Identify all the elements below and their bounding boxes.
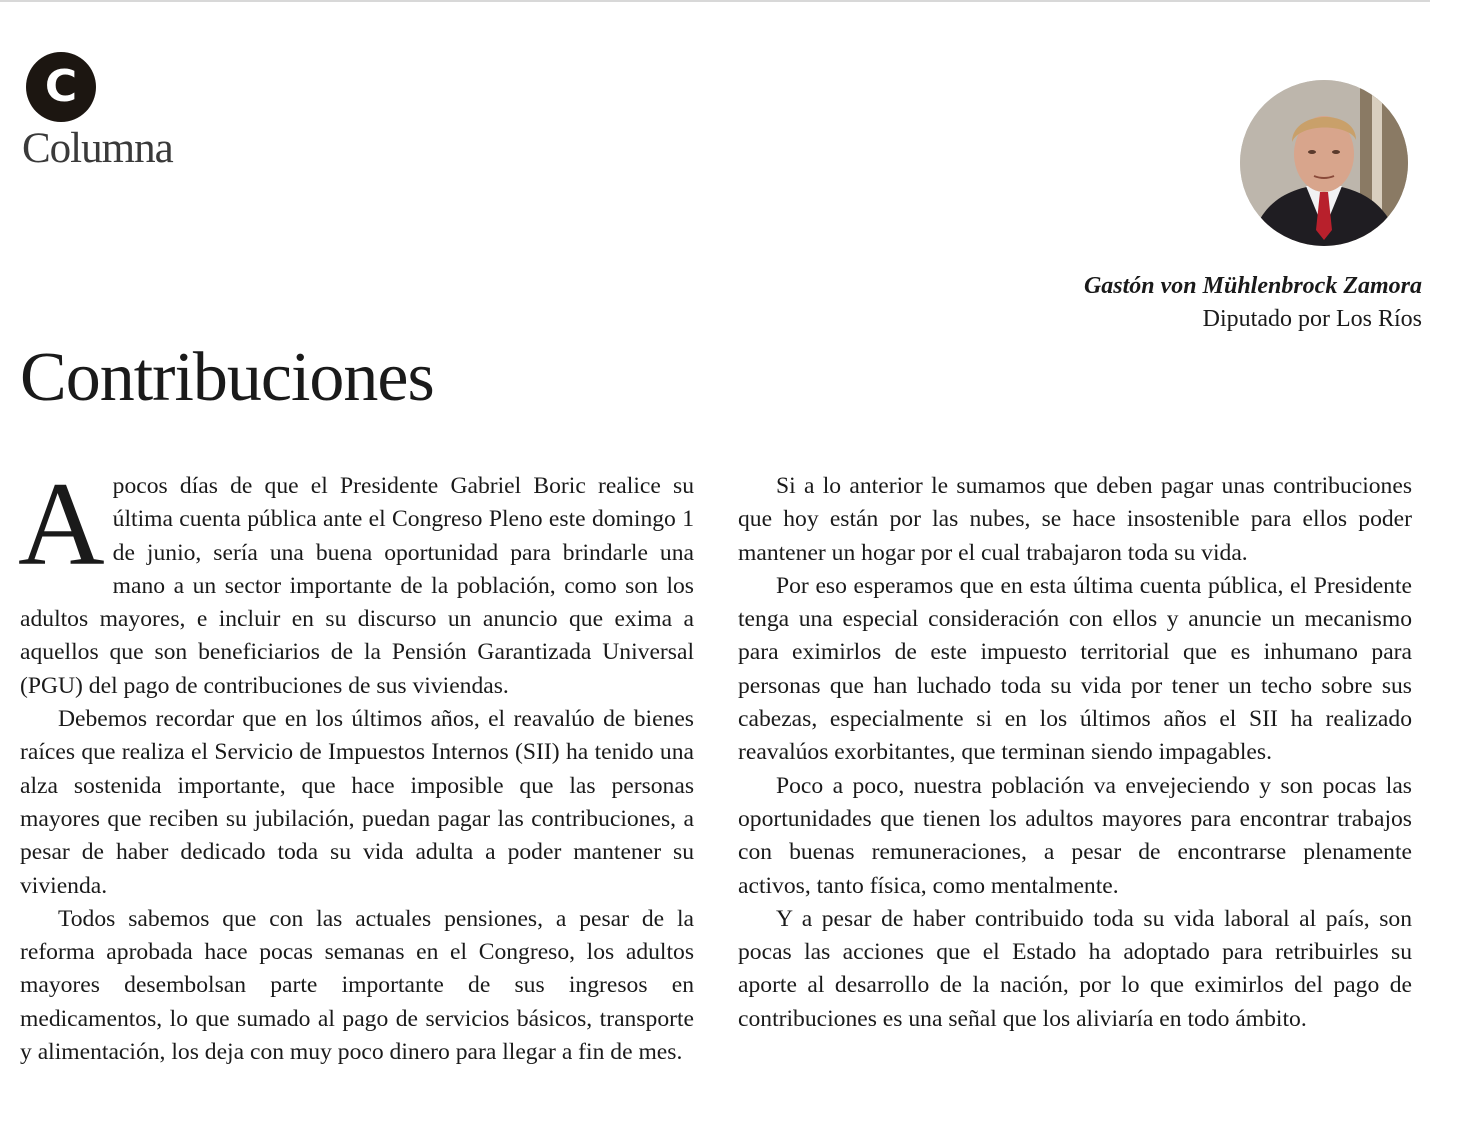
paragraph: Debemos recordar que en los últimos años, el reavalúo de bienes raíces que realiza el Servicio de Impuestos Internos (SII) ha tenido una alza sostenida importante, que hace imposible que las personas mayores que reciben su jubilación, puedan pagar las contribuciones, a pesar de haber dedicado toda su vida adulta a poder mantener su vivienda.	[20, 706, 694, 899]
paragraph: Si a lo anterior le sumamos que deben pagar unas contribuciones que hoy están por las nubes, se hace insostenible para ellos poder mantener un hogar por el cual trabajaron toda su vida.	[738, 473, 1412, 566]
author-role: Diputado por Los Ríos	[1202, 306, 1422, 332]
paragraph: Poco a poco, nuestra población va envejeciendo y son pocas las oportunidades que tienen los adultos mayores para encontrar trabajos con buenas remuneraciones, a pesar de encontrarse plenamente activos, tanto física, como mentalmente.	[738, 772, 1412, 899]
drop-cap: A	[18, 457, 105, 590]
paragraph	[18, 457, 694, 703]
article-title: Contribuciones	[20, 339, 434, 416]
top-rule	[0, 0, 1430, 2]
paragraph: Todos sabemos que con las actuales pensiones, a pesar de la reforma aprobada hace pocas semanas en el Congreso, los adultos mayores desembolsan parte importante de sus ingresos en medicamentos, lo que sumado al pago de servicios básicos, transporte y alimentación, los deja con muy poco dinero para llegar a fin de mes.	[20, 905, 694, 1066]
author-name: Gastón von Mühlenbrock Zamora	[1083, 273, 1422, 299]
article-column-left	[18, 457, 694, 1069]
section-label: Columna	[22, 125, 173, 172]
column-logo: C	[26, 52, 96, 122]
article-column-right	[738, 470, 1412, 1036]
paragraph-text: pocos días de que el Presidente Gabriel Boric realice su última cuenta pública ante el Congreso Pleno este domingo 1 de junio, sería una buena oportunidad para brindarle una mano a un sector importante de la población, como son los adultos mayores, e incluir en su discurso un anuncio que exima a aquellos que son beneficiarios de la Pensión Garantizada Universal (PGU) del pago de contribuciones de sus viviendas.	[20, 473, 694, 699]
paragraph: Y a pesar de haber contribuido toda su vida laboral al país, son pocas las acciones que el Estado ha adoptado para retribuirles su aporte al desarrollo de la nación, por lo que eximirlos del pago de contribuciones es una señal que los aliviaría en todo ámbito.	[738, 905, 1412, 1032]
paragraph: Por eso esperamos que en esta última cuenta pública, el Presidente tenga una especial consideración con ellos y anuncie un mecanismo para eximirlos de este impuesto territorial que es inhumano para personas que han luchado toda su vida por tener un techo sobre sus cabezas, especialmente si en los últimos años el SII ha realizado reavalúos exorbitantes, que terminan siendo impagables.	[738, 572, 1412, 766]
author-block	[1084, 270, 1422, 336]
author-photo	[1240, 80, 1408, 246]
